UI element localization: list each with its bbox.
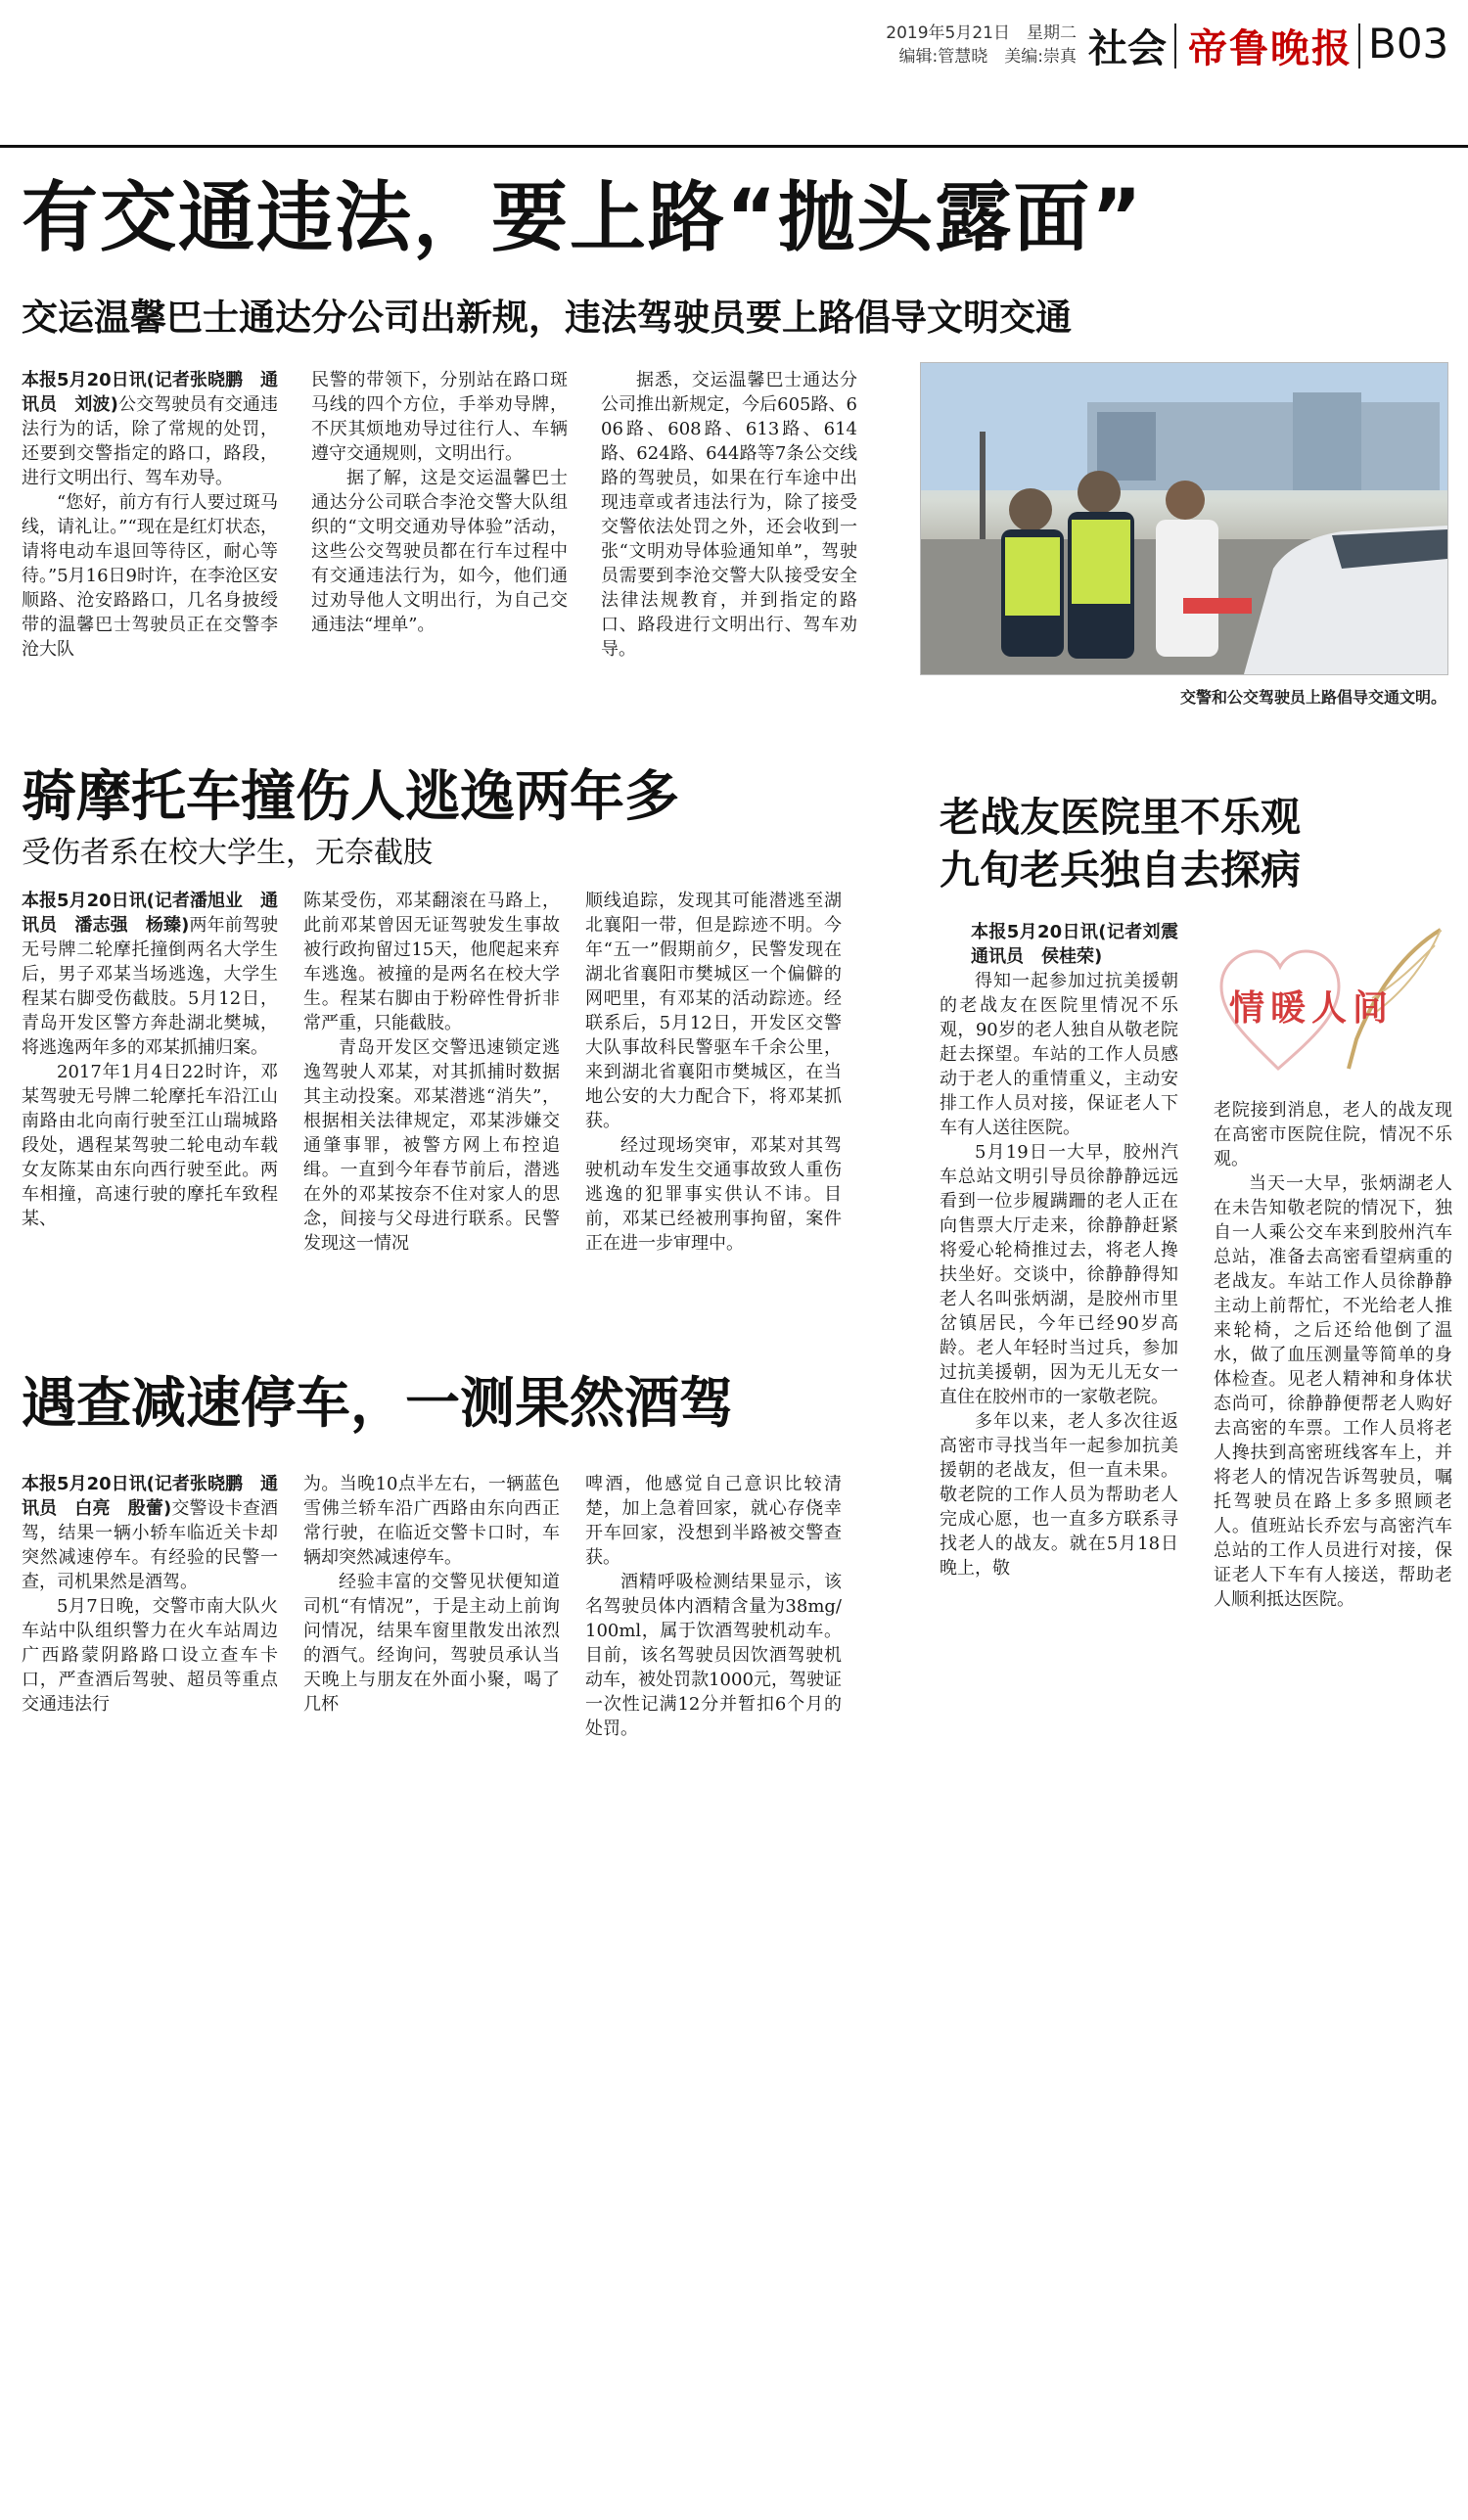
column-logo — [1210, 922, 1454, 1098]
article1-column-3 — [601, 368, 857, 681]
headline-2: 骑摩托车撞伤人逃逸两年多 — [22, 765, 679, 829]
issue-date: 2019年5月21日 星期二 — [886, 23, 1077, 43]
paragraph: 交警设卡查酒驾，结果一辆小轿车临近关卡却突然减速停车。有经验的民警一查，司机果然是酒驾。 — [22, 1498, 279, 1592]
paragraph: 多年以来，老人多次往返高密市寻找当年一起参加抗美援朝的老战友，但一直未果。敬老院的工作人员为帮助老人完成心愿，也一直多方联系寻找老人的战友。就在5月18日晚上，敬 — [940, 1411, 1178, 1579]
article2-column-1 — [22, 889, 278, 1300]
news-photo — [920, 362, 1448, 675]
header-rule — [0, 145, 1468, 148]
paragraph: 经验丰富的交警见状便知道司机“有情况”，于是主动上前询问情况，结果车窗里散发出浓烈的酒气。经询问，驾驶员承认当天晚上与朋友在外面小聚，喝了几杯 — [303, 1572, 560, 1715]
paragraph: 酒精呼吸检测结果显示，该名驾驶员体内酒精含量为38mg/100ml，属于饮酒驾驶机动车。目前，该名驾驶员因饮酒驾驶机动车，被处罚款1000元，驾驶证一次性记满12分并暂扣6个月的处罚。 — [585, 1572, 842, 1739]
paragraph: 两年前驾驶无号牌二轮摩托撞倒两名大学生后，男子邓某当场逃逸，大学生程某右脚受伤截肢。5月12日，青岛开发区警方奔赴湖北樊城，将逃逸两年多的邓某抓捕归案。 — [22, 915, 279, 1058]
section-name: 社会 — [1088, 26, 1167, 71]
headline-4-line-2: 九旬老兵独自去探病 — [940, 847, 1301, 893]
article4-column-1 — [940, 920, 1196, 1683]
paragraph: 老院接到消息，老人的战友现在高密市医院住院，情况不乐观。 — [1214, 1100, 1452, 1169]
paragraph: 顺线追踪，发现其可能潜逃至湖北襄阳一带，但是踪迹不明。今年“五一”假期前夕，民警发现在湖北省襄阳市樊城区一个偏僻的网吧里，有邓某的活动踪迹。经联系后，5月12日，开发区交警大队事故科民警驱车千余公里，来到湖北省襄阳市樊城区，在当地公安的大力配合下，将邓某抓获。 — [585, 891, 842, 1131]
photo-caption: 交警和公交驾驶员上路倡导交通文明。 — [1179, 688, 1446, 707]
article4-column-2 — [1214, 1098, 1452, 1685]
article3-column-1 — [22, 1472, 278, 1795]
paragraph: 5月7日晚，交警市南大队火车站中队组织警力在火车站周边广西路蒙阴路路口设立查车卡口，严查酒后驾驶、超员等重点交通违法行 — [22, 1596, 278, 1715]
article2-column-3 — [585, 889, 842, 1300]
article2-byline: 本报5月20日讯(记者潘旭业 通讯员 潘志强 杨臻) — [22, 891, 278, 936]
photo-illustration — [921, 363, 1447, 674]
column-logo-text: 情暖人间 — [1229, 988, 1395, 1029]
article1-column-2 — [311, 368, 568, 681]
paragraph: 5月19日一大早，胶州汽车总站文明引导员徐静静远远看到一位步履蹒跚的老人正在向售票大厅走来，徐静静赶紧将爱心轮椅推过去，将老人搀扶坐好。交谈中，徐静静得知老人名叫张炳湖，是胶州市里岔镇居民，今年已经90岁高龄。老人年轻时当过兵，参加过抗美援朝，因为无儿无女一直住在胶州市的一家敬老院。 — [940, 1142, 1178, 1407]
article1-column-1 — [22, 368, 278, 681]
paragraph: “您好，前方有行人要过斑马线，请礼让。”“现在是红灯状态，请将电动车退回等待区，耐心等待。”5月16日9时许，在李沧区安顺路、沧安路路口，几名身披绶带的温馨巴士驾驶员正在交警李沧大队 — [22, 492, 279, 660]
masthead-meta — [754, 22, 1077, 69]
headline-subtitle: 交运温馨巴士通达分公司出新规，违法驾驶员要上路倡导文明交通 — [22, 297, 1072, 339]
paragraph: 民警的带领下，分别站在路口斑马线的四个方位，手举劝导牌，不厌其烦地劝导过往行人、车辆遵守交通规则，文明出行。 — [311, 370, 568, 464]
paragraph: 经过现场突审，邓某对其驾驶机动车发生交通事故致人重伤逃逸的犯罪事实供认不讳。目前，邓某已经被刑事拘留，案件正在进一步审理中。 — [585, 1135, 842, 1254]
headline-2-subtitle: 受伤者系在校大学生，无奈截肢 — [22, 836, 433, 870]
paragraph: 公交驾驶员有交通违法行为的话，除了常规的处罚，还要到交警指定的路口，路段，进行文明出行、驾车劝导。 — [22, 394, 278, 488]
article3-column-2 — [303, 1472, 560, 1795]
paragraph: 得知一起参加过抗美援朝的老战友在医院里情况不乐观，90岁的老人独自从敬老院赶去探望。车站的工作人员感动于老人的重情重义，主动安排工作人员对接，保证老人下车有人送往医院。 — [940, 971, 1178, 1138]
paragraph: 据悉，交运温馨巴士通达分公司推出新规定，今后605路、606路、608路、613路、614路、624路、644路等7条公交线路的驾驶员，如果在行车途中出现违章或者违法行为，除了接受交警依法处罚之外，还会收到一张“文明劝导体验通知单”，驾驶员需要到李沧交警大队接受安全法律法规教育，并到指定的路口、路段进行文明出行、驾车劝导。 — [601, 370, 857, 660]
masthead-divider — [1358, 23, 1360, 69]
paragraph: 陈某受伤，邓某翻滚在马路上，此前邓某曾因无证驾驶发生事故被行政拘留过15天，他爬起来弃车逃逸。被撞的是两名在校大学生。程某右脚由于粉碎性骨折非常严重，只能截肢。 — [303, 891, 560, 1033]
paragraph: 2017年1月4日22时许，邓某驾驶无号牌二轮摩托车沿江山南路由北向南行驶至江山瑞城路段处，遇程某驾驶二轮电动车载女友陈某由东向西行驶至此。两车相撞，高速行驶的摩托车致程某、 — [22, 1062, 278, 1229]
headline-4-line-1: 老战友医院里不乐观 — [940, 794, 1301, 841]
article2-column-2 — [303, 889, 560, 1300]
paragraph: 青岛开发区交警迅速锁定逃逸驾驶人邓某，对其抓捕时数据其主动投案。邓某潜逃“消失”，根据相关法律规定，邓某涉嫌交通肇事罪，被警方网上布控追缉。一直到今年春节前后，潜逃在外的邓某按奈不住对家人的思念，间接与父母进行联系。民警发现这一情况 — [303, 1037, 560, 1254]
page-number: B03 — [1368, 20, 1449, 68]
paragraph: 啤酒，他感觉自己意识比较清楚，加上急着回家，就心存侥幸开车回家，没想到半路被交警查获。 — [585, 1474, 842, 1568]
editors-credit: 编辑:管慧晓 美编:崇真 — [898, 47, 1077, 67]
article3-byline: 本报5月20日讯(记者张晓鹏 通讯员 白亮 殷蕾) — [22, 1474, 278, 1519]
article1-byline: 本报5月20日讯(记者张晓鹏 通讯员 刘波) — [22, 370, 278, 415]
paragraph: 据了解，这是交运温馨巴士通达分公司联合李沧交警大队组织的“文明交通劝导体验”活动，这些公交驾驶员都在行车过程中有交通违法行为，如今，他们通过劝导他人文明出行，为自己交通违法“埋单”。 — [311, 468, 568, 635]
headline-main: 有交通违法，要上路“抛头露面” — [22, 174, 1144, 262]
article3-column-3 — [585, 1472, 842, 1795]
paragraph: 为。当晚10点半左右，一辆蓝色雪佛兰轿车沿广西路由东向西正常行驶，在临近交警卡口时，车辆却突然减速停车。 — [303, 1474, 560, 1568]
paragraph: 当天一大早，张炳湖老人在未告知敬老院的情况下，独自一人乘公交车来到胶州汽车总站，准备去高密看望病重的老战友。车站工作人员徐静静主动上前帮忙，不光给老人推来轮椅，之后还给他倒了温水，做了血压测量等简单的身体检查。见老人精神和身体状态尚可，徐静静便帮老人购好去高密的车票。工作人员将老人搀扶到高密班线客车上，并将老人的情况告诉驾驶员，嘱托驾驶员在路上多多照顾老人。值班站长乔宏与高密汽车总站的工作人员进行对接，保证老人下车有人接送，帮助老人顺利抵达医院。 — [1214, 1173, 1452, 1610]
headline-4 — [940, 791, 1448, 896]
newspaper-logo: 帝鲁晚报 — [1188, 25, 1353, 71]
masthead-divider — [1174, 23, 1176, 69]
article4-byline: 本报5月20日讯(记者刘震 通讯员 侯桂荣) — [971, 922, 1196, 967]
headline-3: 遇查减速停车，一测果然酒驾 — [22, 1372, 734, 1436]
